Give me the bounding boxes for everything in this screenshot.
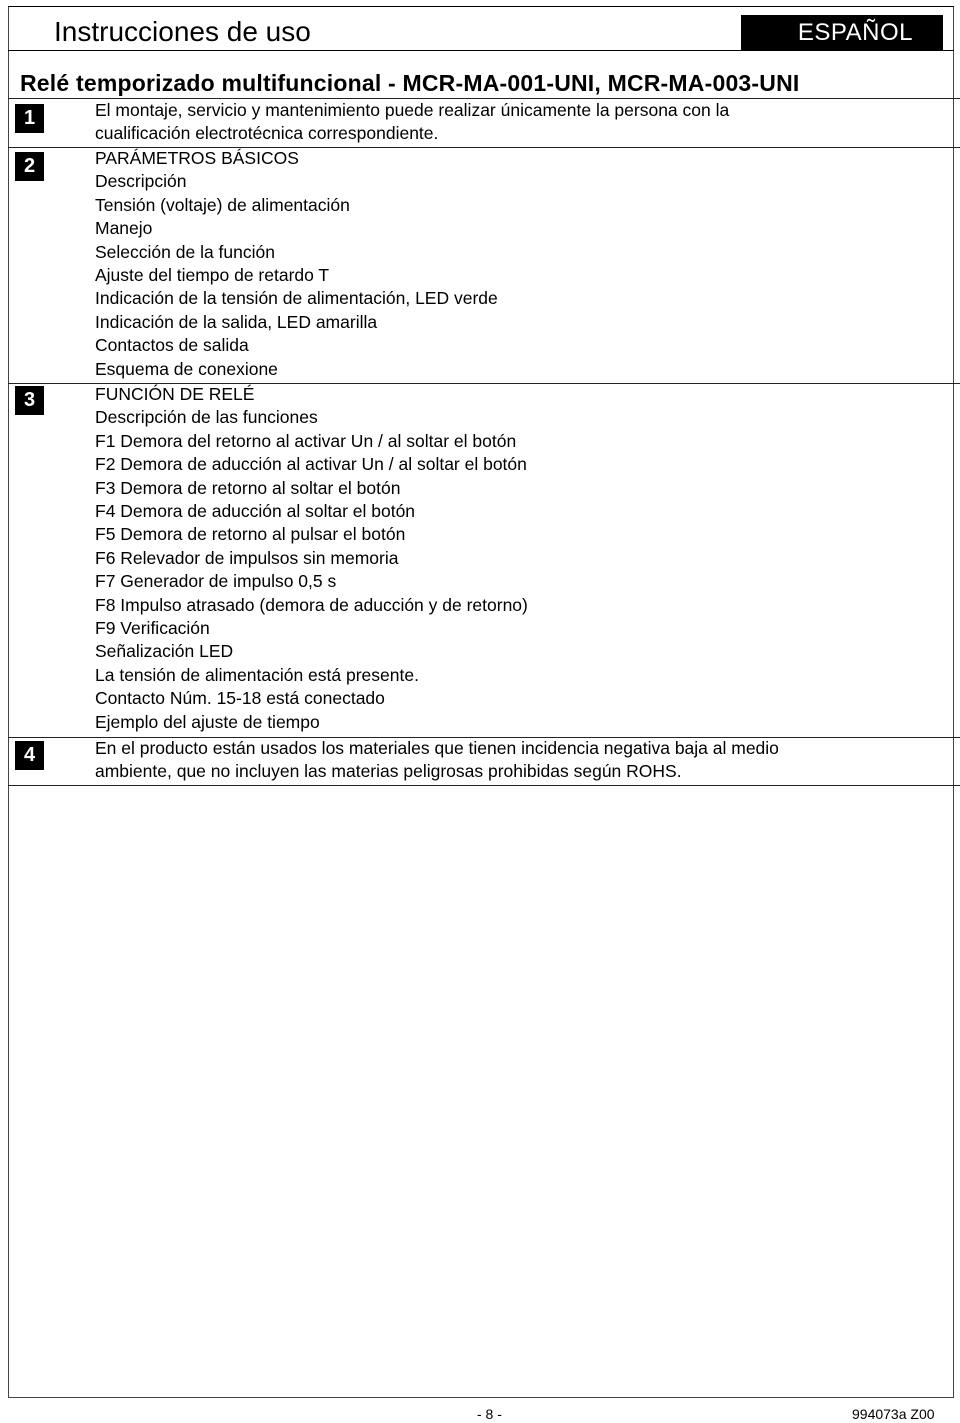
section-line: FUNCIÓN DE RELÉ	[95, 384, 255, 404]
section-line: F6 Relevador de impulsos sin memoria	[95, 547, 399, 568]
section-line: F8 Impulso atrasado (demora de aducción y de retorno)	[95, 594, 528, 615]
section-line: El montaje, servicio y mantenimiento puede realizar únicamente la persona con la	[95, 100, 730, 120]
section-line: Tensión (voltaje) de alimentación	[95, 194, 350, 215]
section-line: F3 Demora de retorno al soltar el botón	[95, 477, 401, 498]
section-line: Selección de la función	[95, 241, 275, 262]
section-1-body	[95, 99, 944, 146]
header-bottom-rule	[8, 50, 954, 51]
section-line: Indicación de la tensión de alimentación, LED verde	[95, 288, 498, 309]
section-line: F2 Demora de aducción al activar Un / al soltar el botón	[95, 454, 527, 475]
header-top-rule	[8, 6, 954, 7]
section-number-badge: 2	[15, 152, 44, 181]
section-number-badge: 4	[15, 741, 44, 770]
section-line: Contacto Núm. 15-18 está conectado	[95, 688, 385, 709]
section-line: Ejemplo del ajuste de tiempo	[95, 711, 320, 732]
section-line: Descripción de las funciones	[95, 407, 318, 428]
section-line: F4 Demora de aducción al soltar el botón	[95, 501, 416, 522]
section-line: Indicación de la salida, LED amarilla	[95, 311, 378, 332]
section-line: ambiente, que no incluyen las materias peligrosas prohibidas según ROHS.	[95, 761, 682, 782]
section-line: Señalización LED	[95, 641, 234, 662]
document-code: 994073a Z00	[852, 1406, 935, 1422]
section-line: PARÁMETROS BÁSICOS	[95, 148, 299, 168]
section-end-rule	[8, 785, 960, 786]
header-title: Instrucciones de uso	[54, 16, 311, 47]
section-line: Descripción	[95, 171, 187, 192]
section-line: F1 Demora del retorno al activar Un / al soltar el botón	[95, 430, 517, 451]
section-number-badge: 1	[15, 104, 44, 133]
section-line: F5 Demora de retorno al pulsar el botón	[95, 524, 406, 545]
section-line: Manejo	[95, 218, 153, 239]
section-line: F9 Verificación	[95, 618, 210, 639]
section-line: Esquema de conexione	[95, 358, 278, 379]
section-line: En el producto están usados los materiales que tienen incidencia negativa baja al medio	[95, 738, 779, 758]
section-line: Contactos de salida	[95, 335, 249, 356]
section-line: Ajuste del tiempo de retardo T	[95, 265, 330, 286]
page-number: - 8 -	[477, 1406, 502, 1422]
section-4-body	[95, 737, 944, 784]
section-3-body	[95, 383, 944, 734]
section-number-badge: 3	[15, 386, 44, 415]
section-line: F7 Generador de impulso 0,5 s	[95, 571, 337, 592]
section-2-body	[95, 147, 944, 381]
section-line: cualificación electrotécnica correspondiente.	[95, 123, 439, 144]
language-badge: ESPAÑOL	[741, 15, 943, 50]
section-line: La tensión de alimentación está presente.	[95, 664, 419, 685]
document-title: Relé temporizado multifuncional - MCR-MA-001-UNI, MCR-MA-003-UNI	[20, 70, 800, 96]
